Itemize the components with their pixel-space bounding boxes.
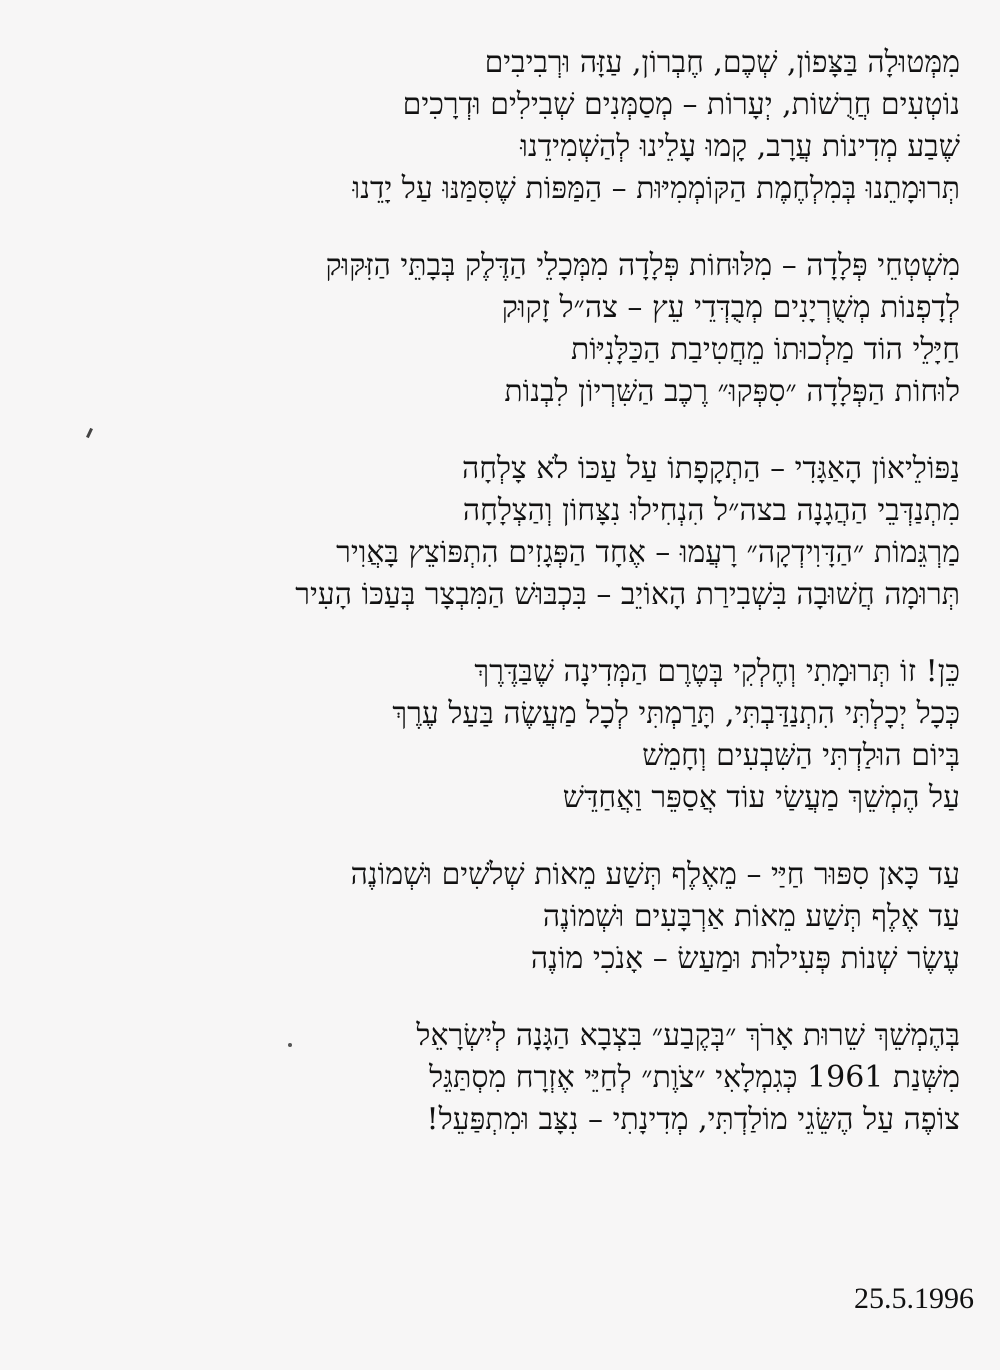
poem-line: כְּכָל יְכָלְתִּי הִתְנַדַּבְתִּי, תָּרַמְתִּי לְכָל מַעֲשֶׂה בַּעַל עֶרֶךְ xyxy=(392,696,960,731)
scan-dot xyxy=(288,1043,292,1047)
poem-line: מִמְּטוּלָה בַּצָּפוֹן, שְׁכֶם, חֶבְרוֹן, עַזָּה וּרְבִיבִים xyxy=(484,45,960,80)
stanza-2 xyxy=(0,245,960,413)
stanza-1 xyxy=(0,42,960,210)
poem-line: צוֹפֶה עַל הֶשֵּׂגֵי מוֹלַדְתִּי, מְדִינָתִי – נִצָּב וּמִתְפַּעֵל! xyxy=(426,1102,960,1137)
poem-line: לְדָפְנוֹת מְשֻׁרְיָנִים מְבֻדְּדֵי עֵץ – צה״ל זָקוּק xyxy=(501,290,960,325)
poem-line: מַרְגֵּמוֹת ״הַדָּוִידְקָה״ רָעֲמוּ – אֶחָד הַפְּגָזִים הִתְפּוֹצֵץ בָּאֲוִיר xyxy=(336,535,960,570)
poem-line: עֶשֶׂר שְׁנוֹת פְּעִילוּת וּמַעַשׂ – אָנֹכִי מוֹנֶה xyxy=(530,941,960,976)
poem-line: מִתְנַדְּבֵי הַהֲגָנָה בצה״ל הִנְחִילוּ נִצָּחוֹן וְהַצְלָחָה xyxy=(462,493,960,528)
poem-line: כֵּן! זוֹ תְּרוּמָתִי וְחֶלְקִי בְּטֶרֶם הַמְּדִינָה שֶׁבַּדֶּרֶךְ xyxy=(474,654,960,689)
stanza-5 xyxy=(0,854,960,980)
poem xyxy=(0,42,960,1176)
poem-line: מִשְׁטְחֵי פְּלָדָה – מִלּוּחוֹת פְּלָדָה מִמְּכָלֵי הַדֶּלֶק בְּבָתֵּי הַזִּקּוּק xyxy=(325,248,960,283)
poem-line: נוֹטְעִים חֲרֻשׁוֹת, יְעָרוֹת – מְסַמְּנִים שְׁבִילִים וּדְרָכִים xyxy=(402,87,960,122)
stanza-6 xyxy=(0,1015,960,1141)
stanza-4 xyxy=(0,651,960,819)
stanza-3 xyxy=(0,448,960,616)
poem-line: חַיָּלֵי הוֹד מַלְכוּתוֹ מֵחֲטִיבַת הַכַּלָּנִיּוֹת xyxy=(571,332,960,367)
poem-line: עַד כָּאן סִפּוּר חַיַּי – מֵאֶלֶף תְּשַׁע מֵאוֹת שְׁלֹשִׁים וּשְׁמוֹנֶה xyxy=(350,857,960,892)
poem-line: בְּהֶמְשֵׁךְ שֵׁרוּת אָרֹךְ ״בְּקֶבַע״ בִּצְבָא הַגָּנָה לְיִשְׂרָאֵל xyxy=(416,1018,960,1053)
poem-line: בְּיוֹם הוּלַדְתִּי הַשִּׁבְעִים וְחָמֵשׁ xyxy=(642,738,960,773)
poem-line: תְּרוּמָתֵנוּ בְּמִלְחֶמֶת הַקּוֹמְמִיּוּת – הַמַּפּוֹת שֶׁסִּמַּנּוּ עַל יָדֵנוּ xyxy=(352,171,960,206)
poem-line: תְּרוּמָה חֲשׁוּבָה בִּשְׁבִירַת הָאוֹיֵב – בִּכְבּוּשׁ הַמִּבְצָר בְּעַכּוֹ הָעִיר xyxy=(295,577,960,612)
poem-line: שֶׁבַע מְדִינוֹת עֲרָב, קָמוּ עָלֵינוּ לְהַשְׁמִידֵנוּ xyxy=(520,129,960,164)
poem-line: עַל הֶמְשֵׁךְ מַעֲשַׂי עוֹד אֲסַפֵּר וַאֲחַדֵּשׁ xyxy=(562,780,960,815)
date-stamp: 25.5.1996 xyxy=(854,1282,974,1315)
poem-line: נַפּוֹלֵיאוֹן הָאַגָּדִי – הַתְקָפָתוֹ עַל עַכּוֹ לֹא צָלְחָה xyxy=(461,451,960,486)
poem-line: עַד אֶלֶף תְּשַׁע מֵאוֹת אַרְבָּעִים וּשְׁמוֹנֶה xyxy=(542,899,960,934)
poem-line: מִשְּׁנַת 1961 כְּגִמְלָאִי ״צֹוֶת״ לְחַיֵּי אֶזְרָח מִסְתַּגֵּל xyxy=(429,1060,960,1095)
poem-line: לוּחוֹת הַפְּלָדָה ״סִפְּקוּ״ רֶכֶב הַשִּׁרְיוֹן לִבְנוֹת xyxy=(504,374,960,409)
